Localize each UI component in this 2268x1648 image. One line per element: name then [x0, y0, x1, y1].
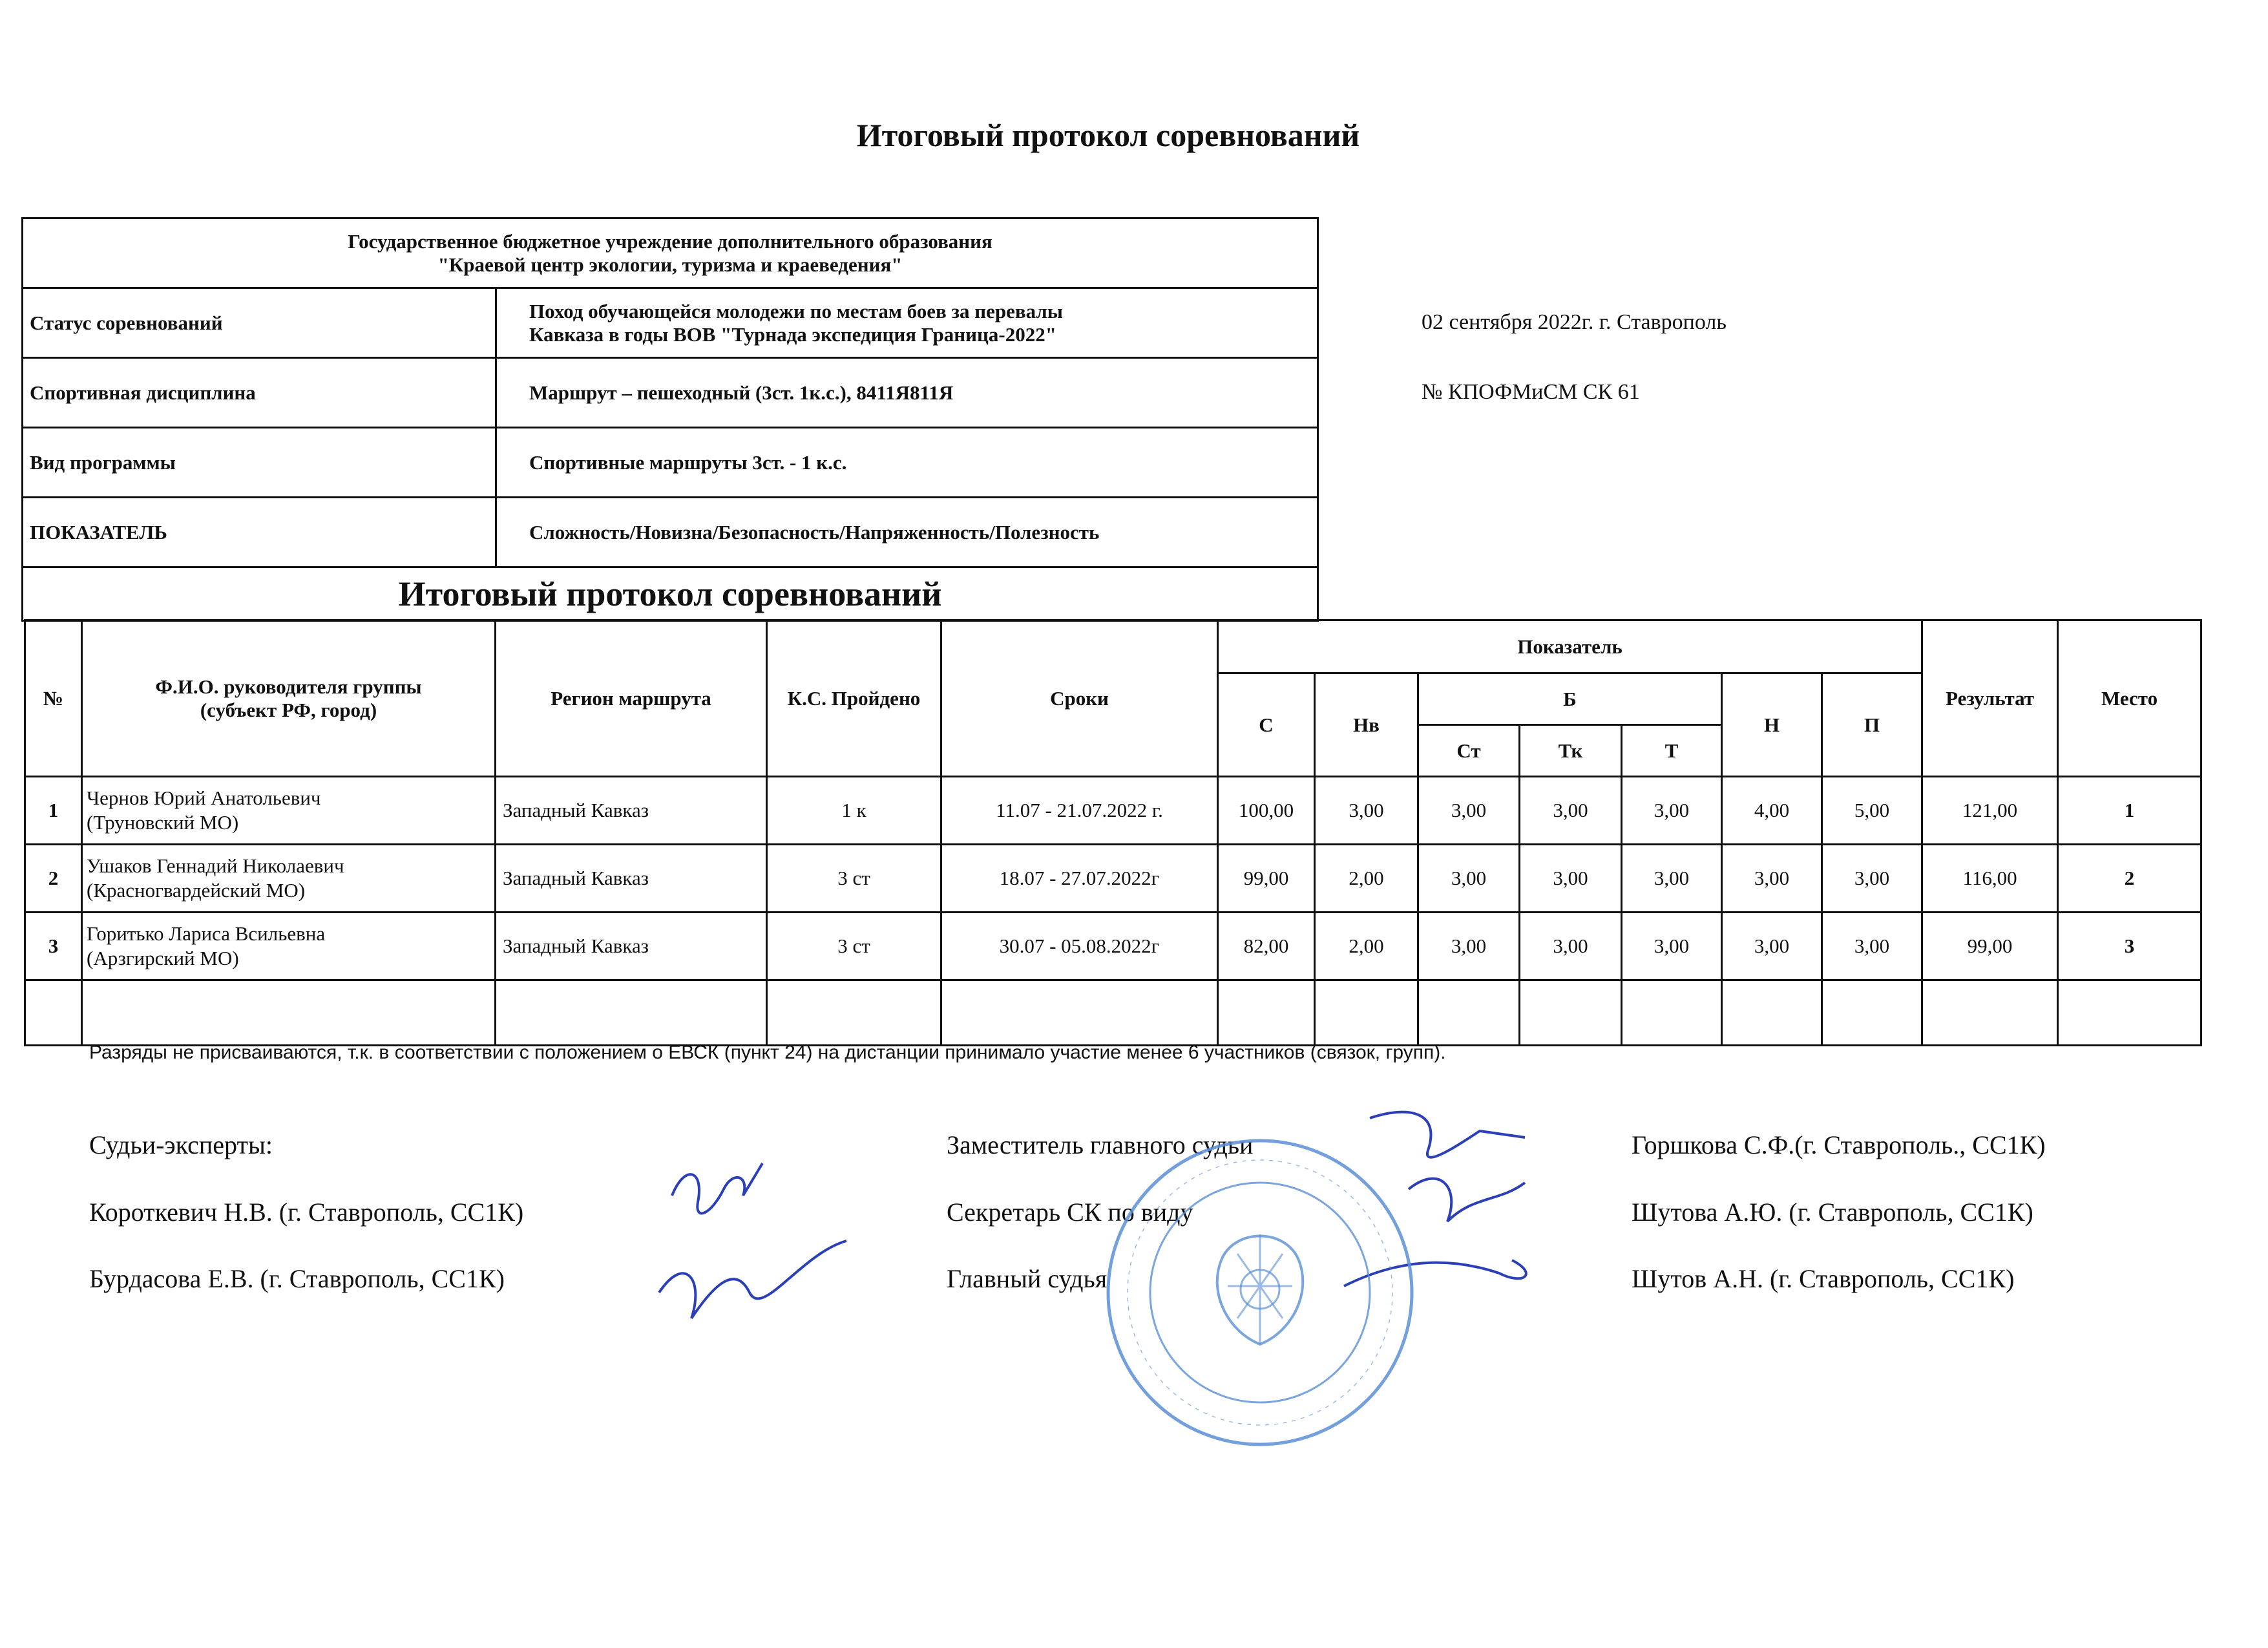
note: Разряды не присваиваются, т.к. в соответствии с положением о ЕВСК (пункт 24) на дистанции принимало участие менее 6 участников (связок, групп).	[89, 1042, 1446, 1063]
cell-s: 82,00	[1218, 913, 1315, 980]
cell-dates: 11.07 - 21.07.2022 г.	[941, 777, 1218, 845]
secretary-name: Шутова А.Ю. (г. Ставрополь, СС1К)	[1632, 1198, 2033, 1227]
chief-name: Шутов А.Н. (г. Ставрополь, СС1К)	[1632, 1264, 2015, 1293]
info-value-line: Кавказа в годы ВОВ "Турнада экспедиция Граница-2022"	[529, 322, 1056, 346]
cell-num: 2	[25, 845, 82, 913]
cell-dates: 18.07 - 27.07.2022г	[941, 845, 1218, 913]
cell-dates: 30.07 - 05.08.2022г	[941, 913, 1218, 980]
cell-n: 4,00	[1722, 777, 1822, 845]
table-row-empty	[25, 980, 2201, 1046]
cell-s: 99,00	[1218, 845, 1315, 913]
cell-leader	[82, 913, 496, 980]
col-indicator: Показатель	[1218, 620, 1922, 673]
col-p: П	[1822, 673, 1922, 777]
cell-nv: 2,00	[1315, 913, 1418, 980]
empty-cell	[2058, 980, 2201, 1046]
cell-st: 3,00	[1418, 845, 1520, 913]
leader-name: Горитько Лариса Всильевна	[87, 922, 326, 945]
cell-tk: 3,00	[1520, 845, 1622, 913]
cell-ks: 3 ст	[767, 913, 941, 980]
cell-n: 3,00	[1722, 913, 1822, 980]
leader-district: (Красногвардейский МО)	[87, 879, 306, 902]
info-value: Сложность/Новизна/Безопасность/Напряженность/Полезность	[496, 498, 1318, 567]
deputy-label: Заместитель главного судьи	[947, 1130, 1254, 1159]
expert-2: Бурдасова Е.В. (г. Ставрополь, СС1К)	[89, 1264, 505, 1293]
cell-nv: 2,00	[1315, 845, 1418, 913]
info-table	[21, 217, 1319, 622]
cell-leader	[82, 777, 496, 845]
cell-region: Западный Кавказ	[496, 777, 767, 845]
cell-tk: 3,00	[1520, 777, 1622, 845]
cell-ks: 1 к	[767, 777, 941, 845]
info-row-program	[23, 428, 1318, 498]
cell-result: 116,00	[1922, 845, 2058, 913]
cell-t: 3,00	[1622, 913, 1722, 980]
info-row-indicator	[23, 498, 1318, 567]
info-key: Спортивная дисциплина	[23, 358, 496, 428]
cell-place: 3	[2058, 913, 2201, 980]
org-header	[23, 218, 1318, 288]
empty-cell	[1418, 980, 1520, 1046]
cell-st: 3,00	[1418, 777, 1520, 845]
empty-cell	[82, 980, 496, 1046]
col-place: Место	[2058, 620, 2201, 777]
cell-st: 3,00	[1418, 913, 1520, 980]
leader-district: (Труновский МО)	[87, 811, 239, 834]
cell-t: 3,00	[1622, 777, 1722, 845]
secretary-label: Секретарь СК по виду	[947, 1198, 1193, 1227]
table-row	[25, 913, 2201, 980]
leader-name: Чернов Юрий Анатольевич	[87, 787, 321, 809]
cell-tk: 3,00	[1520, 913, 1622, 980]
cell-s: 100,00	[1218, 777, 1315, 845]
info-value: Спортивные маршруты 3ст. - 1 к.с.	[496, 428, 1318, 498]
cell-p: 3,00	[1822, 845, 1922, 913]
cell-leader	[82, 845, 496, 913]
cell-n: 3,00	[1722, 845, 1822, 913]
cell-nv: 3,00	[1315, 777, 1418, 845]
col-region: Регион маршрута	[496, 620, 767, 777]
col-nv: Нв	[1315, 673, 1418, 777]
expert-signatures	[646, 1125, 866, 1357]
cell-result: 99,00	[1922, 913, 2058, 980]
leader-district: (Арзгирский МО)	[87, 947, 239, 969]
empty-cell	[1722, 980, 1822, 1046]
cell-p: 3,00	[1822, 913, 1922, 980]
expert-1: Короткевич Н.В. (г. Ставрополь, СС1К)	[89, 1198, 524, 1227]
info-value-line: Поход обучающейся молодежи по местам боев за перевалы	[529, 299, 1063, 322]
cell-ks: 3 ст	[767, 845, 941, 913]
col-n: Н	[1722, 673, 1822, 777]
info-value: Маршрут – пешеходный (3ст. 1к.с.), 8411Я811Я	[496, 358, 1318, 428]
leader-name: Ушаков Геннадий Николаевич	[87, 854, 344, 877]
empty-cell	[1218, 980, 1315, 1046]
col-num: №	[25, 620, 82, 777]
cell-num: 1	[25, 777, 82, 845]
empty-cell	[1315, 980, 1418, 1046]
info-row-discipline	[23, 358, 1318, 428]
table-row	[25, 845, 2201, 913]
empty-cell	[496, 980, 767, 1046]
col-leader-line2: (субъект РФ, город)	[200, 698, 377, 721]
official-stamp	[1098, 1131, 1422, 1454]
info-value	[496, 288, 1318, 358]
deputy-name: Горшкова С.Ф.(г. Ставрополь., СС1К)	[1632, 1130, 2046, 1159]
cell-result: 121,00	[1922, 777, 2058, 845]
col-tk: Тк	[1520, 725, 1622, 777]
page-title: Итоговый протокол соревнований	[856, 117, 1360, 153]
empty-cell	[1822, 980, 1922, 1046]
experts-label: Судьи-эксперты:	[89, 1130, 273, 1159]
cell-p: 5,00	[1822, 777, 1922, 845]
table-row	[25, 777, 2201, 845]
col-result: Результат	[1922, 620, 2058, 777]
info-key: Статус соревнований	[23, 288, 496, 358]
col-ks: К.С. Пройдено	[767, 620, 941, 777]
org-line1: Государственное бюджетное учреждение дополнительного образования	[348, 229, 992, 253]
doc-number: № КПОФМиСМ СК 61	[1422, 380, 1640, 404]
col-t: Т	[1622, 725, 1722, 777]
empty-cell	[1622, 980, 1722, 1046]
col-leader-line1: Ф.И.О. руководителя группы	[155, 675, 422, 698]
results-table	[24, 619, 2202, 1046]
table-title: Итоговый протокол соревнований	[23, 567, 1318, 621]
empty-cell	[941, 980, 1218, 1046]
col-dates: Сроки	[941, 620, 1218, 777]
empty-cell	[25, 980, 82, 1046]
cell-num: 3	[25, 913, 82, 980]
info-key: Вид программы	[23, 428, 496, 498]
empty-cell	[767, 980, 941, 1046]
col-b: Б	[1418, 673, 1722, 725]
chief-label: Главный судья	[947, 1264, 1108, 1293]
col-st: Ст	[1418, 725, 1520, 777]
cell-t: 3,00	[1622, 845, 1722, 913]
col-s: С	[1218, 673, 1315, 777]
date-place: 02 сентября 2022г. г. Ставрополь	[1422, 310, 1727, 334]
info-key: ПОКАЗАТЕЛЬ	[23, 498, 496, 567]
col-leader	[82, 620, 496, 777]
info-row-status	[23, 288, 1318, 358]
cell-region: Западный Кавказ	[496, 913, 767, 980]
cell-place: 1	[2058, 777, 2201, 845]
empty-cell	[1520, 980, 1622, 1046]
org-line2: "Краевой центр экологии, туризма и краеведения"	[437, 253, 903, 276]
empty-cell	[1922, 980, 2058, 1046]
cell-region: Западный Кавказ	[496, 845, 767, 913]
cell-place: 2	[2058, 845, 2201, 913]
